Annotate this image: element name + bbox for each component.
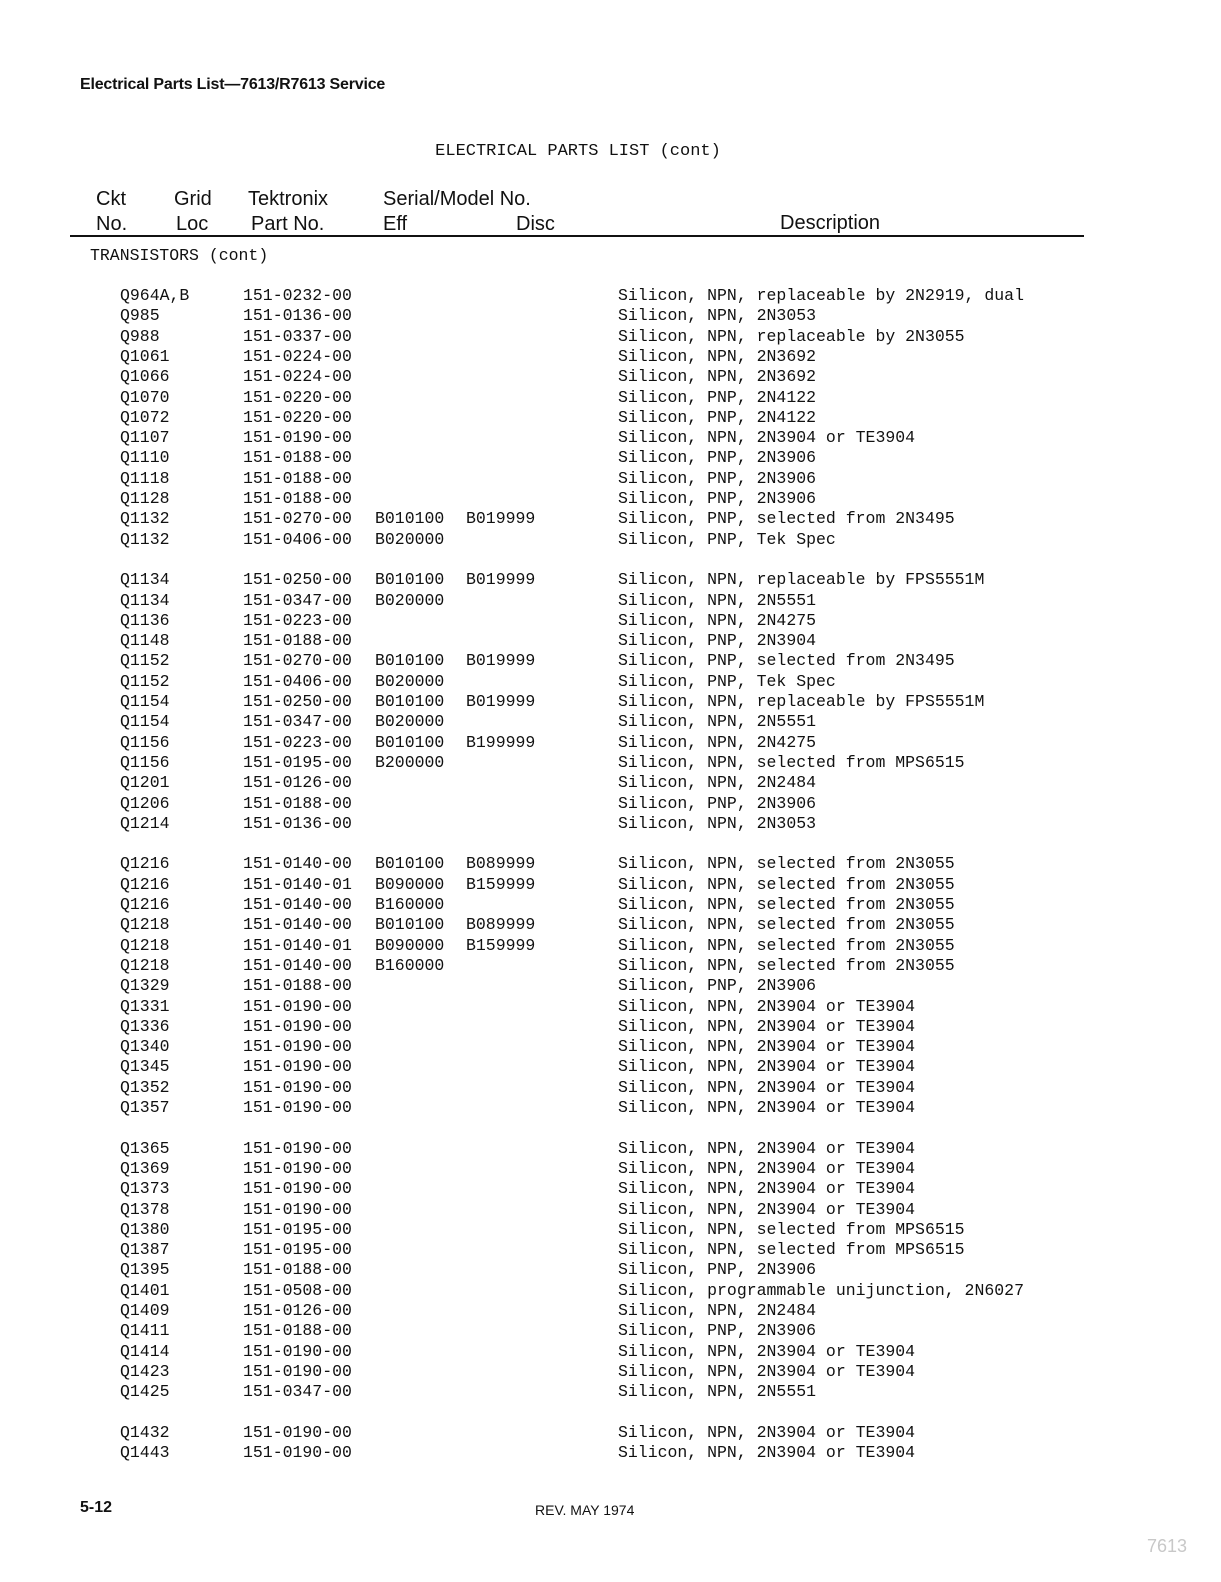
part-no: 151-0406-00 [243,671,352,691]
description: Silicon, NPN, 2N3692 [618,346,817,366]
ckt-no: Q1414 [120,1341,170,1361]
table-row [0,469,1221,489]
table-row [0,1057,1221,1077]
description: Silicon, NPN, selected from 2N3055 [618,895,955,914]
col-loc-label: Loc [176,213,209,235]
description: Silicon, PNP, 2N3906 [618,468,817,488]
description: Silicon, NPN, 2N3904 or TE3904 [618,1057,916,1077]
serial-disc: B019999 [466,651,536,671]
ckt-no: Q1216 [120,874,170,894]
part-no: 151-0347-00 [243,1382,352,1402]
serial-eff: B090000 [375,874,445,894]
description: Silicon, NPN, replaceable by 2N3055 [618,326,965,346]
ckt-no: Q1152 [120,671,170,691]
table-row [0,814,1221,834]
part-no: 151-0223-00 [243,610,352,630]
part-no: 151-0140-00 [243,854,352,874]
part-no: 151-0347-00 [243,590,352,610]
table-row [0,1260,1221,1280]
part-no: 151-0347-00 [243,712,352,732]
ckt-no: Q1395 [120,1260,170,1280]
serial-disc: B159999 [466,935,536,955]
table-row [0,895,1221,915]
serial-disc: B019999 [466,509,536,529]
ckt-no: Q1352 [120,1077,170,1097]
part-no: 151-0195-00 [243,752,352,772]
table-row [0,976,1221,996]
ckt-no: Q1336 [120,1016,170,1036]
part-no: 151-0224-00 [243,367,352,387]
serial-eff: B160000 [375,895,445,914]
ckt-no: Q1134 [120,590,170,610]
part-no: 151-0190-00 [243,1016,352,1036]
table-row [0,1037,1221,1057]
table-row [0,1240,1221,1260]
serial-eff: B010100 [375,915,445,935]
ckt-no: Q1201 [120,773,170,793]
part-no: 151-0270-00 [243,509,352,529]
part-no: 151-0195-00 [243,1240,352,1260]
serial-eff: B020000 [375,529,445,549]
ckt-no: Q1401 [120,1280,170,1300]
serial-eff: B020000 [375,712,445,732]
serial-eff: B160000 [375,955,445,975]
ckt-no: Q1072 [120,407,170,427]
description: Silicon, NPN, 2N5551 [618,712,817,732]
table-row [0,1382,1221,1402]
description: Silicon, NPN, 2N5551 [618,1382,817,1402]
ckt-no: Q1357 [120,1098,170,1117]
description: Silicon, NPN, 2N3053 [618,813,817,833]
table-row [0,1200,1221,1220]
ckt-no: Q1218 [120,955,170,975]
part-no: 151-0190-00 [243,1361,352,1381]
ckt-no: Q1152 [120,651,170,671]
part-no: 151-0220-00 [243,407,352,427]
description: Silicon, PNP, 2N3906 [618,793,817,813]
serial-eff: B020000 [375,590,445,610]
description: Silicon, PNP, 2N3906 [618,976,817,996]
description: Silicon, PNP, 2N3906 [618,1260,817,1280]
ckt-no: Q1423 [120,1361,170,1381]
ckt-no: Q1373 [120,1179,170,1199]
part-no: 151-0188-00 [243,1260,352,1280]
part-no: 151-0126-00 [243,773,352,793]
table-row [0,672,1221,692]
table-row [0,327,1221,347]
ckt-no: Q964A,B [120,286,190,305]
serial-eff: B010100 [375,570,445,590]
table-row [0,570,1221,590]
col-grid-label: Grid [174,188,212,210]
part-no: 151-0188-00 [243,468,352,488]
part-no: 151-0232-00 [243,286,352,305]
table-row [0,956,1221,976]
description: Silicon, NPN, 2N3904 or TE3904 [618,1077,916,1097]
description: Silicon, NPN, 2N3904 or TE3904 [618,1422,916,1442]
serial-disc: B089999 [466,915,536,935]
description: Silicon, NPN, 2N3904 or TE3904 [618,1199,916,1219]
description: Silicon, NPN, selected from MPS6515 [618,1240,965,1260]
ckt-no: Q1425 [120,1382,170,1402]
col-ckt-label-2: No. [96,213,128,235]
description: Silicon, NPN, selected from 2N3055 [618,915,955,935]
part-no: 151-0250-00 [243,692,352,711]
description: Silicon, NPN, selected from 2N3055 [618,935,955,955]
description: Silicon, NPN, 2N3904 or TE3904 [618,1341,916,1361]
col-part-no-label: Part No. [251,213,325,235]
ckt-no: Q1216 [120,895,170,914]
part-no: 151-0270-00 [243,651,352,671]
table-row [0,1301,1221,1321]
description: Silicon, NPN, selected from MPS6515 [618,1219,965,1239]
table-row [0,1078,1221,1098]
serial-eff: B010100 [375,692,445,711]
ckt-no: Q1154 [120,692,170,711]
table-row [0,794,1221,814]
table-row [0,428,1221,448]
part-no: 151-0140-01 [243,935,352,955]
ckt-no: Q1066 [120,367,170,387]
ckt-no: Q1216 [120,854,170,874]
ckt-no: Q1378 [120,1199,170,1219]
table-row [0,347,1221,367]
table-row [0,875,1221,895]
serial-disc: B199999 [466,732,536,752]
part-no: 151-0220-00 [243,387,352,407]
part-no: 151-0190-00 [243,1158,352,1178]
table-row [0,733,1221,753]
table-row [0,915,1221,935]
serial-eff: B010100 [375,854,445,874]
serial-eff: B090000 [375,935,445,955]
description: Silicon, NPN, 2N3692 [618,367,817,387]
part-no: 151-0188-00 [243,489,352,508]
description: Silicon, NPN, selected from 2N3055 [618,854,955,874]
part-no: 151-0190-00 [243,1422,352,1442]
ckt-no: Q1118 [120,468,170,488]
part-no: 151-0190-00 [243,1098,352,1117]
table-row [0,936,1221,956]
table-row [0,408,1221,428]
col-tektronix-label: Tektronix [248,188,329,210]
ckt-no: Q1365 [120,1138,170,1158]
table-row [0,651,1221,671]
part-no: 151-0188-00 [243,793,352,813]
table-row [0,286,1221,306]
part-no: 151-0190-00 [243,996,352,1016]
table-row [0,388,1221,408]
serial-disc: B019999 [466,570,536,590]
ckt-no: Q1443 [120,1443,170,1463]
description: Silicon, NPN, 2N3904 or TE3904 [618,1158,916,1178]
serial-eff: B020000 [375,671,445,691]
ckt-no: Q1132 [120,529,170,549]
table-row [0,997,1221,1017]
ckt-no: Q1148 [120,631,170,651]
table-row [0,1220,1221,1240]
table-row [0,367,1221,387]
table-row [0,509,1221,529]
col-description-label: Description [780,212,881,234]
ckt-no: Q1380 [120,1219,170,1239]
ckt-no: Q1432 [120,1422,170,1442]
description: Silicon, programmable unijunction, 2N6027 [618,1280,1024,1300]
description: Silicon, PNP, 2N3904 [618,631,817,651]
part-no: 151-0190-00 [243,1179,352,1199]
ckt-no: Q1154 [120,712,170,732]
description: Silicon, NPN, replaceable by FPS5551M [618,570,985,590]
ckt-no: Q1132 [120,509,170,529]
part-no: 151-0140-01 [243,874,352,894]
part-no: 151-0140-00 [243,895,352,914]
section-heading: TRANSISTORS (cont) [90,246,269,265]
description: Silicon, NPN, 2N3904 or TE3904 [618,428,916,448]
description: Silicon, NPN, 2N3904 or TE3904 [618,1037,916,1057]
serial-eff: B010100 [375,732,445,752]
description: Silicon, NPN, 2N3904 or TE3904 [618,1016,916,1036]
ckt-no: Q1206 [120,793,170,813]
table-row [0,1159,1221,1179]
table-row [0,1139,1221,1159]
watermark: 7613 [1147,1536,1188,1556]
header-rule [70,235,1084,237]
part-no: 151-0190-00 [243,1077,352,1097]
ckt-no: Q1329 [120,976,170,996]
running-head: Electrical Parts List—7613/R7613 Service [80,76,386,93]
table-row [0,631,1221,651]
description: Silicon, NPN, 2N4275 [618,610,817,630]
table-row [0,1179,1221,1199]
ckt-no: Q1340 [120,1037,170,1057]
ckt-no: Q1218 [120,935,170,955]
table-row [0,854,1221,874]
ckt-no: Q1387 [120,1240,170,1260]
description: Silicon, NPN, 2N4275 [618,732,817,752]
description: Silicon, NPN, 2N3904 or TE3904 [618,996,916,1016]
part-no: 151-0337-00 [243,326,352,346]
ckt-no: Q1070 [120,387,170,407]
serial-eff: B200000 [375,752,445,772]
description: Silicon, PNP, selected from 2N3495 [618,651,955,671]
description: Silicon, PNP, Tek Spec [618,529,836,549]
description: Silicon, PNP, Tek Spec [618,671,836,691]
ckt-no: Q1156 [120,752,170,772]
table-row [0,591,1221,611]
ckt-no: Q1136 [120,610,170,630]
table-row [0,1443,1221,1463]
description: Silicon, PNP, selected from 2N3495 [618,509,955,529]
table-row [0,773,1221,793]
serial-disc: B159999 [466,874,536,894]
part-no: 151-0190-00 [243,428,352,448]
col-ckt-label: Ckt [96,188,126,210]
part-no: 151-0190-00 [243,1199,352,1219]
table-row [0,1281,1221,1301]
ckt-no: Q1331 [120,996,170,1016]
description: Silicon, NPN, selected from 2N3055 [618,955,955,975]
table-row [0,1321,1221,1341]
ckt-no: Q1156 [120,732,170,752]
ckt-no: Q1409 [120,1301,170,1320]
table-row [0,1423,1221,1443]
description: Silicon, PNP, 2N3906 [618,448,817,468]
description: Silicon, NPN, 2N3904 or TE3904 [618,1138,916,1158]
description: Silicon, NPN, 2N3904 or TE3904 [618,1179,916,1199]
part-no: 151-0190-00 [243,1057,352,1077]
serial-disc: B089999 [466,854,536,874]
ckt-no: Q1345 [120,1057,170,1077]
table-row [0,448,1221,468]
ckt-no: Q988 [120,326,160,346]
table-row [0,1098,1221,1118]
part-no: 151-0224-00 [243,346,352,366]
ckt-no: Q1110 [120,448,170,468]
part-no: 151-0223-00 [243,732,352,752]
description: Silicon, NPN, 2N3904 or TE3904 [618,1443,916,1463]
page-number: 5-12 [80,1499,113,1516]
table-row [0,611,1221,631]
serial-eff: B010100 [375,651,445,671]
description: Silicon, NPN, 2N3904 or TE3904 [618,1361,916,1381]
part-no: 151-0140-00 [243,955,352,975]
part-no: 151-0188-00 [243,1321,352,1341]
part-no: 151-0195-00 [243,1219,352,1239]
description: Silicon, NPN, 2N2484 [618,1301,817,1320]
table-row [0,712,1221,732]
description: Silicon, NPN, 2N3053 [618,306,817,326]
part-no: 151-0190-00 [243,1443,352,1463]
part-no: 151-0188-00 [243,448,352,468]
part-no: 151-0188-00 [243,631,352,651]
part-no: 151-0190-00 [243,1138,352,1158]
col-eff-label: Eff [383,213,408,235]
part-no: 151-0190-00 [243,1341,352,1361]
ckt-no: Q1061 [120,346,170,366]
ckt-no: Q1218 [120,915,170,935]
description: Silicon, PNP, 2N3906 [618,489,817,508]
part-no: 151-0136-00 [243,813,352,833]
table-row [0,1017,1221,1037]
description: Silicon, NPN, replaceable by 2N2919, dual [618,286,1024,305]
table-row [0,489,1221,509]
col-serial-label: Serial/Model No. [383,188,531,210]
part-no: 151-0126-00 [243,1301,352,1320]
description: Silicon, NPN, selected from 2N3055 [618,874,955,894]
col-disc-label: Disc [516,213,555,235]
part-no: 151-0136-00 [243,306,352,326]
ckt-no: Q1134 [120,570,170,590]
serial-eff: B010100 [375,509,445,529]
part-no: 151-0140-00 [243,915,352,935]
description: Silicon, NPN, selected from MPS6515 [618,752,965,772]
description: Silicon, PNP, 2N3906 [618,1321,817,1341]
list-title: ELECTRICAL PARTS LIST (cont) [435,142,721,161]
description: Silicon, NPN, 2N3904 or TE3904 [618,1098,916,1117]
ckt-no: Q985 [120,306,160,326]
part-no: 151-0190-00 [243,1037,352,1057]
description: Silicon, PNP, 2N4122 [618,407,817,427]
table-row [0,753,1221,773]
table-row [0,530,1221,550]
table-row [0,306,1221,326]
table-row [0,1362,1221,1382]
revision-date: REV. MAY 1974 [535,1502,635,1518]
part-no: 151-0508-00 [243,1280,352,1300]
ckt-no: Q1128 [120,489,170,508]
table-row [0,1342,1221,1362]
serial-disc: B019999 [466,692,536,711]
part-no: 151-0250-00 [243,570,352,590]
ckt-no: Q1214 [120,813,170,833]
ckt-no: Q1411 [120,1321,170,1341]
part-no: 151-0406-00 [243,529,352,549]
ckt-no: Q1107 [120,428,170,448]
table-row [0,692,1221,712]
description: Silicon, PNP, 2N4122 [618,387,817,407]
description: Silicon, NPN, 2N5551 [618,590,817,610]
description: Silicon, NPN, replaceable by FPS5551M [618,692,985,711]
ckt-no: Q1369 [120,1158,170,1178]
description: Silicon, NPN, 2N2484 [618,773,817,793]
part-no: 151-0188-00 [243,976,352,996]
